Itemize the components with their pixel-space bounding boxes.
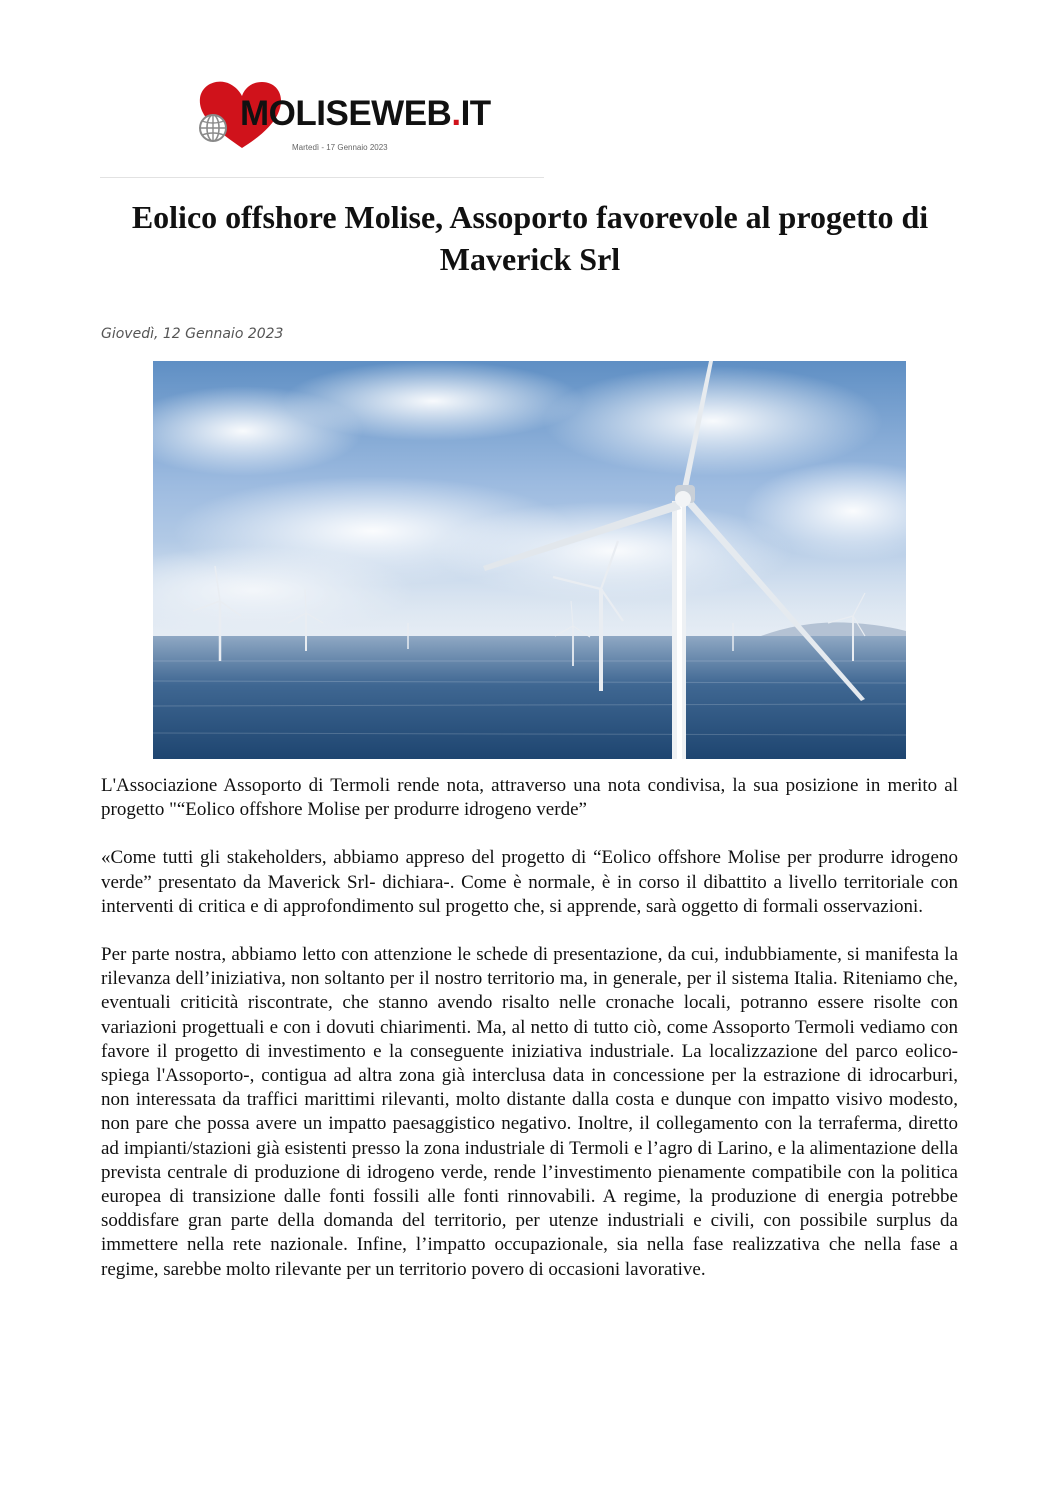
logo-wordmark [240,96,491,131]
article-paragraph: Per parte nostra, abbiamo letto con attenzione le schede di presentazione, da cui, indubbiamente, si manifesta la rilevanza dell’iniziativa, non soltanto per il nostro territorio ma, in generale, per il sistema Italia. Riteniamo che, eventuali criticità riscontrate, che stanno avendo risalto nelle cronache locali, potranno essere risolte con variazioni progettuali e con i dovuti chiarimenti. Ma, al netto di tutto ciò, come Assoporto Termoli vediamo con favore il progetto di investimento e la conseguente iniziativa industriale. La localizzazione del parco eolico- spiega l'Assoporto-, contigua ad altra zona già interclusa data in concessione per la estrazione di idrocarburi, non interessata da traffici marittimi rilevanti, molto distante dalla costa e dunque con impatto visivo modesto, non pare che possa avere un impatto paesaggistico negativo. Inoltre, il collegamento con la terraferma, diretto ad impianti/stazioni già esistenti presso la zona industriale di Termoli e l’agro di Larino, e la alimentazione della prevista centrale di produzione di idrogeno verde, rende l’investimento pienamente compatibile con la politica europea di transizione dalle fonti fossili alle fonti rinnovabili. A regime, la produzione di energia potrebbe soddisfare gran parte della domanda del territorio, per utenze industriali e civili, con possibile surplus da immettere nella rete nazionale. Infine, l’impatto occupazionale, sia nella fase realizzativa che nella fase a regime, sarebbe molto rilevante per un territorio povero di occasioni lavorative. [101,944,958,1280]
logo-suffix: IT [460,94,491,133]
article-date: Giovedì, 12 Gennaio 2023 [101,326,284,342]
logo-name: MOLISEWEB [240,94,452,133]
article-paragraph: L'Associazione Assoporto di Termoli rende nota, attraverso una nota condivisa, la sua posizione in merito al progetto "“Eolico offshore Molise per produrre idrogeno verde” [101,775,958,821]
wind-turbines-image [153,361,906,759]
article-paragraph: «Come tutti gli stakeholders, abbiamo appreso del progetto di “Eolico offshore Molise per produrre idrogeno verde” presentato da Maverick Srl- dichiara-. Come è normale, è in corso il dibattito a livello territoriale con interventi di critica e di approfondimento sul progetto che, si apprende, sarà oggetto di formali osservazioni. [101,847,958,917]
logo-dot: . [451,94,461,133]
header-divider [100,177,544,178]
article-title: Eolico offshore Molise, Assoporto favorevole al progetto di Maverick Srl [131,199,929,277]
header-date: Martedì - 17 Gennaio 2023 [292,143,388,152]
article-body [101,774,958,1282]
article-image [153,361,906,759]
globe-icon [200,115,226,141]
